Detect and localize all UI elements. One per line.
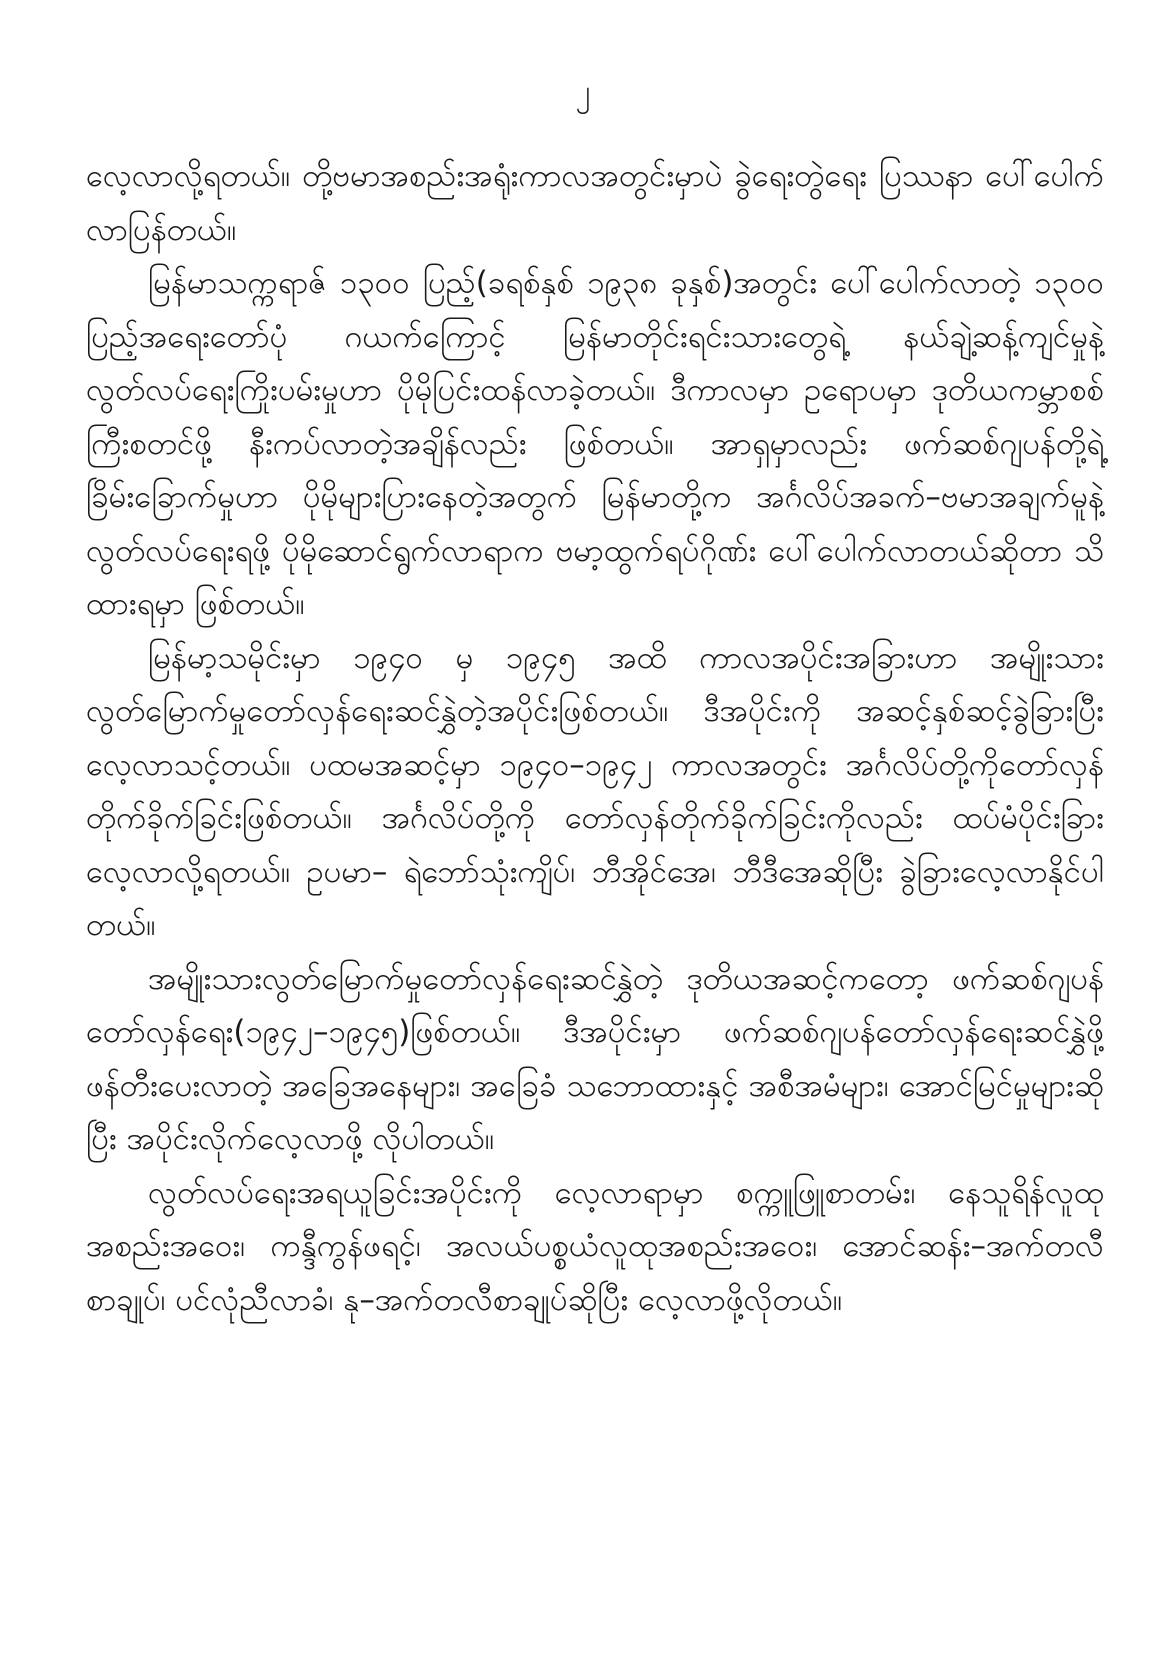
body-text [86,150,1104,1327]
paragraph-5: လွတ်လပ်ရေးအရယူခြင်းအပိုင်းကို လေ့လာရာမှာ စက္ကူဖြူစာတမ်း၊ နေသူရိန်လူထုအစည်းအဝေး၊ ကန္ဒီကွန်ဖရင့်၊ အလယ်ပစ္စယံလူထုအစည်းအဝေး၊ အောင်ဆန်း–အက်တလီစာချုပ်၊ ပင်လုံညီလာခံ၊ နု–အက်တလီစာချုပ်ဆိုပြီး လေ့လာဖို့လိုတယ်။ [86,1174,1104,1318]
page-number: ၂ [575,74,591,109]
paragraph-3: မြန်မာ့သမိုင်းမှာ ၁၉၄၀ မှ ၁၉၄၅ အထိ ကာလအပိုင်းအခြားဟာ အမျိုးသားလွတ်မြောက်မှုတော်လှန်ရေးဆင်နွှဲတဲ့အပိုင်းဖြစ်တယ်။ ဒီအပိုင်းကို အဆင့်နှစ်ဆင့်ခွဲခြားပြီး လေ့လာသင့်တယ်။ ပထမအဆင့်မှာ ၁၉၄၀–၁၉၄၂ ကာလအတွင်း အင်္ဂလိပ်တို့ကိုတော်လှန်တိုက်ခိုက်ခြင်းဖြစ်တယ်။ အင်္ဂလိပ်တို့ကို တော်လှန်တိုက်ခိုက်ခြင်းကိုလည်း ထပ်မံပိုင်းခြားလေ့လာလို့ရတယ်။ ဥပမာ– ရဲဘော်သုံးကျိပ်၊ ဘီအိုင်အေ၊ ဘီဒီအေဆိုပြီး ခွဲခြားလေ့လာနိုင်ပါတယ်။ [86,639,1104,943]
paragraph-4: အမျိုးသားလွတ်မြောက်မှုတော်လှန်ရေးဆင်နွှဲတဲ့ ဒုတိယအဆင့်ကတော့ ဖက်ဆစ်ဂျပန်တော်လှန်ရေး(၁၉၄၂–၁၉၄၅)ဖြစ်တယ်။ ဒီအပိုင်းမှာ ဖက်ဆစ်ဂျပန်တော်လှန်ရေးဆင်နွှဲဖို့ ဖန်တီးပေးလာတဲ့ အခြေအနေများ၊ အခြေခံ သဘောထားနှင့် အစီအမံများ၊ အောင်မြင်မှုများဆိုပြီး အပိုင်းလိုက်လေ့လာဖို့ လိုပါတယ်။ [86,960,1104,1157]
paragraph-1: လေ့လာလို့ရတယ်။ တို့ဗမာအစည်းအရုံးကာလအတွင်းမှာပဲ ခွဲရေးတွဲရေး ပြဿနာ ပေါ်ပေါက်လာပြန်တယ်။ [86,158,1104,248]
paragraph-2: မြန်မာသက္ကရာဇ် ၁၃၀၀ ပြည့်(ခရစ်နှစ် ၁၉၃၈ ခုနှစ်)အတွင်း ပေါ်ပေါက်လာတဲ့ ၁၃၀၀ ပြည့်အရေးတော်ပုံ ဂယက်ကြောင့် မြန်မာတိုင်းရင်းသားတွေရဲ့ နယ်ချဲ့ဆန့်ကျင်မှုနဲ့ လွတ်လပ်ရေးကြိုးပမ်းမှုဟာ ပိုမိုပြင်းထန်လာခဲ့တယ်။ ဒီကာလမှာ ဥရောပမှာ ဒုတိယကမ္ဘာစစ်ကြီးစတင်ဖို့ နီးကပ်လာတဲ့အချိန်လည်း ဖြစ်တယ်။ အာရှမှာလည်း ဖက်ဆစ်ဂျပန်တို့ရဲ့ခြိမ်းခြောက်မှုဟာ ပိုမိုများပြားနေတဲ့အတွက် မြန်မာတို့က အင်္ဂလိပ်အခက်–ဗမာအချက်မူနဲ့ လွတ်လပ်ရေးရဖို့ ပိုမိုဆောင်ရွက်လာရာက ဗမာ့ထွက်ရပ်ဂိုဏ်း ပေါ်ပေါက်လာတယ်ဆိုတာ သိထားရမှာ ဖြစ်တယ်။ [86,265,1104,622]
